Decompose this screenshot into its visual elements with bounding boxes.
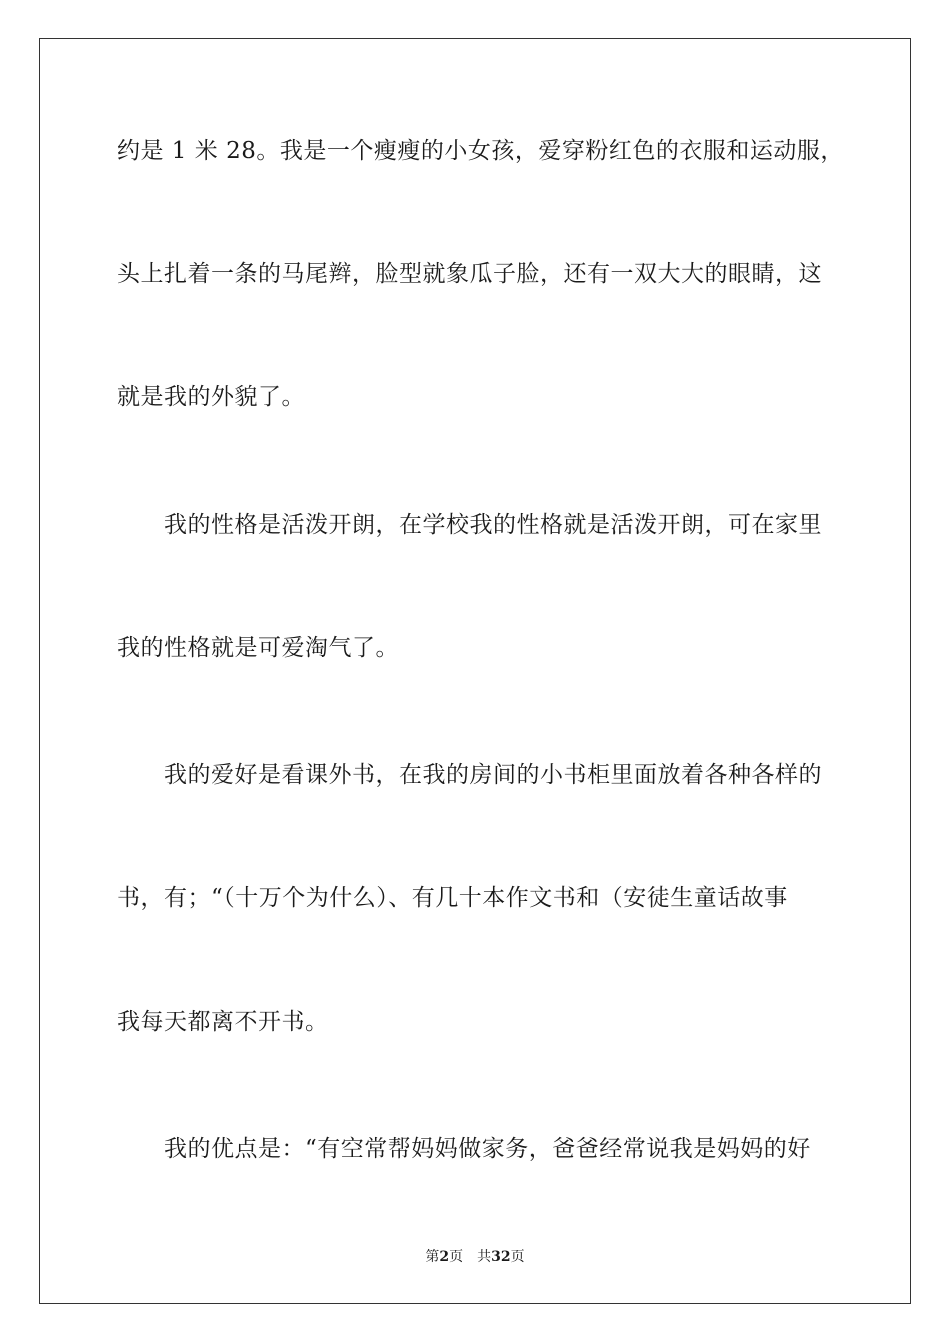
body-text-line: 就是我的外貌了。 — [117, 384, 305, 410]
body-text-line: 我的性格就是可爱淘气了。 — [117, 635, 399, 661]
total-pages: 32 — [491, 1249, 511, 1265]
body-text-line: 约是 1 米 28。我是一个瘦瘦的小女孩，爱穿粉红色的衣服和运动服， — [117, 138, 844, 164]
page-footer — [0, 1248, 950, 1266]
total-suffix: 页 — [510, 1249, 525, 1265]
total-prefix: 共 — [477, 1249, 492, 1265]
paragraph-first-line: 我的优点是：“有空常帮妈妈做家务，爸爸经常说我是妈妈的好 — [164, 1136, 811, 1162]
paragraph-first-line: 我的爱好是看课外书，在我的房间的小书柜里面放着各种各样的 — [164, 762, 822, 788]
paragraph-first-line: 我的性格是活泼开朗，在学校我的性格就是活泼开朗，可在家里 — [164, 512, 822, 538]
body-text-line: 书，有；“（十万个为什么）、有几十本作文书和（安徒生童话故事 — [117, 885, 788, 911]
page-border — [39, 38, 911, 1304]
page-prefix: 第 — [425, 1249, 440, 1265]
page-number: 2 — [439, 1249, 450, 1265]
page-suffix: 页 — [449, 1249, 464, 1265]
body-text-line: 头上扎着一条的马尾辫，脸型就象瓜子脸，还有一双大大的眼睛，这 — [117, 261, 822, 287]
body-text-line: 我每天都离不开书。 — [117, 1009, 329, 1035]
